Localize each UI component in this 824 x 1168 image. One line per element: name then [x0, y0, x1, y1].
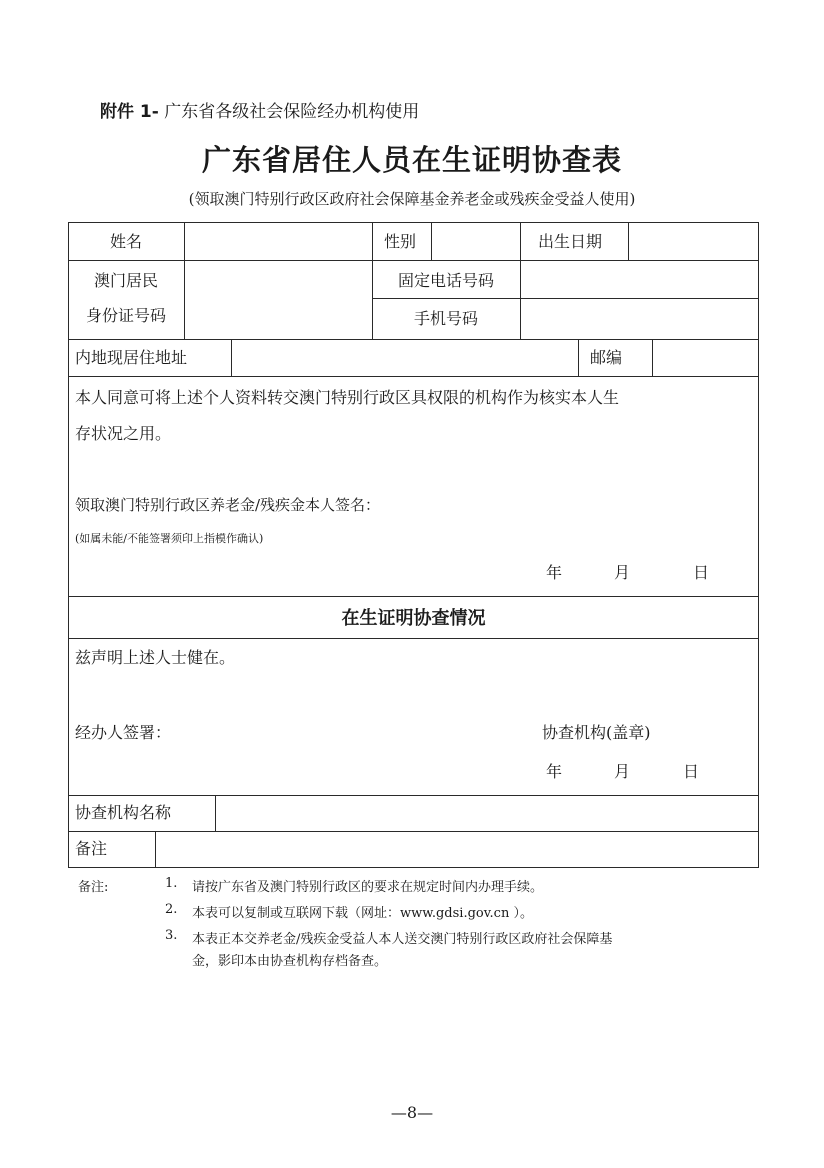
consent-date-month: 月 — [614, 563, 631, 582]
address-label: 内地现居住地址 — [75, 348, 188, 367]
signature-label: 领取澳门特别行政区养老金/残疾金本人签名： — [75, 496, 381, 514]
form-title: 广东省居住人员在生证明协查表 — [201, 143, 622, 177]
attachment-dash: - — [151, 102, 159, 122]
gender-label: 性别 — [384, 232, 417, 251]
gender-field[interactable] — [432, 223, 519, 260]
remarks-field[interactable] — [156, 832, 758, 867]
agency-name-field[interactable] — [216, 796, 758, 831]
attachment-label: 附件 1 — [100, 102, 152, 122]
name-label: 姓名 — [109, 232, 142, 251]
mobile-field[interactable] — [521, 299, 758, 339]
note-2-text: 本表可以复制或互联网下载（网址：www.gdsi.gov.cn ）。 — [192, 906, 533, 921]
birthdate-field[interactable] — [629, 223, 758, 260]
row-line — [68, 376, 759, 377]
row-line — [68, 638, 759, 639]
note-3-number: 3. — [165, 928, 178, 943]
col-line — [578, 339, 579, 376]
consent-text-line1: 本人同意可将上述个人资料转交澳门特别行政区具权限的机构作为核实本人生 — [75, 388, 620, 407]
signature-note: (如属未能/不能签署须印上指模作确认) — [75, 532, 264, 545]
agency-seal-label: 协查机构(盖章) — [542, 723, 651, 742]
postcode-label: 邮编 — [590, 348, 623, 367]
notes-label: 备注: — [78, 880, 109, 895]
declaration-text: 兹声明上述人士健在。 — [75, 648, 236, 667]
section-title: 在生证明协查情况 — [341, 608, 486, 629]
handler-signature-label: 经办人签署： — [75, 723, 172, 742]
attachment-line — [100, 97, 419, 122]
attachment-usage: 广东省各级社会保险经办机构使用 — [164, 102, 420, 122]
postcode-field[interactable] — [653, 340, 758, 376]
verify-date-year: 年 — [546, 762, 563, 781]
remarks-label: 备注 — [75, 839, 108, 858]
verify-date-day: 日 — [683, 762, 700, 781]
landline-label: 固定电话号码 — [397, 271, 494, 290]
mobile-label: 手机号码 — [413, 309, 478, 328]
note-3-continuation: 金，影印本由协查机构存档备查。 — [192, 954, 388, 969]
consent-date-day: 日 — [693, 563, 710, 582]
note-2-number: 2. — [165, 902, 178, 917]
page-number: —8— — [390, 1103, 434, 1122]
consent-date-year: 年 — [546, 563, 563, 582]
birthdate-label: 出生日期 — [538, 232, 603, 251]
table-border-bottom — [68, 867, 759, 868]
macau-id-label-line2: 身份证号码 — [85, 306, 166, 325]
address-field[interactable] — [232, 340, 577, 376]
table-border-right — [758, 222, 759, 867]
note-3-text: 本表正本交养老金/残疾金受益人本人送交澳门特别行政区政府社会保障基 — [192, 932, 613, 947]
consent-text-line2: 存状况之用。 — [75, 424, 172, 443]
name-field[interactable] — [185, 223, 371, 260]
agency-name-label: 协查机构名称 — [75, 803, 172, 822]
macau-id-label-line1: 澳门居民 — [93, 271, 158, 290]
form-subtitle: (领取澳门特别行政区政府社会保障基金养老金或残疾金受益人使用) — [188, 190, 636, 208]
verify-date-month: 月 — [614, 762, 631, 781]
row-line — [68, 596, 759, 597]
landline-field[interactable] — [521, 261, 758, 298]
note-1-number: 1. — [165, 876, 178, 891]
note-1-text: 请按广东省及澳门特别行政区的要求在规定时间内办理手续。 — [192, 880, 544, 895]
macau-id-field[interactable] — [185, 261, 371, 339]
